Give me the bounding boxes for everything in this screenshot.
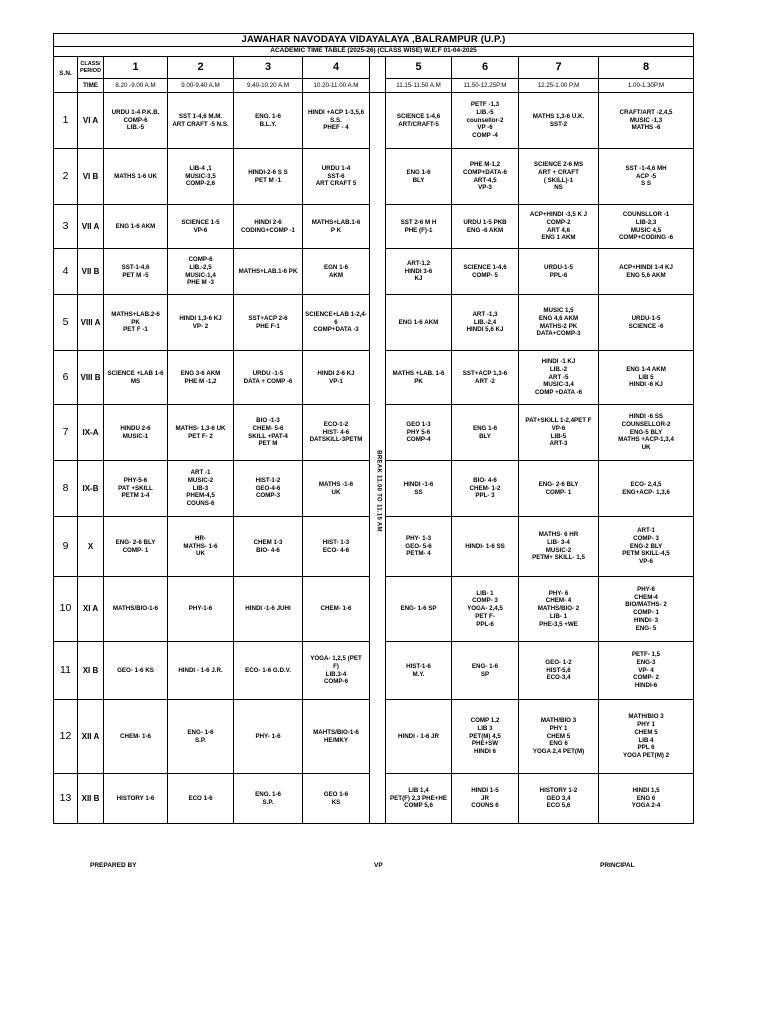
serial-number: 6	[54, 351, 78, 405]
period-number-header: 3	[234, 57, 303, 79]
class-name: XII A	[78, 700, 104, 774]
period-cell: SST 2-6 M H PHE (F)-1	[386, 205, 452, 249]
period-cell: ENG. 1-6 B.L.Y.	[234, 93, 303, 149]
serial-number: 1	[54, 93, 78, 149]
period-cell: LIB- 1 COMP- 3 YOGA- 2,4,5 PET F- PPL-6	[452, 577, 519, 642]
time-header: TIME	[78, 79, 104, 93]
period-cell: MATH/BIO 3 PHY 1 CHEM 5 LIB 4 PPL 6 YOGA PET(M) 2	[599, 700, 694, 774]
break-label: BREAK 11.00 TO 11.15 AM	[375, 450, 382, 533]
period-cell: SCIENCE 1-4,6 COMP- 5	[452, 249, 519, 295]
period-cell: URDU 1-5 PKB ENG -6 AKM	[452, 205, 519, 249]
period-cell: HIST-1-2 GEO-4-6 COMP-3	[234, 461, 303, 517]
period-cell: ECO-1-2 HIST- 4-6 DATSKILL-3PETM	[303, 405, 370, 461]
vp-label: VP	[374, 862, 383, 869]
class-name: VII B	[78, 249, 104, 295]
period-cell: HINDI 1,3-6 KJ VP- 2	[168, 295, 234, 351]
serial-number: 7	[54, 405, 78, 461]
period-cell: HINDI -1 KJ LIB.-2 ART -5 MUSIC-3,4 COMP +DATA -6	[519, 351, 599, 405]
period-cell: LIB-4 ,1 MUSIC-3,5 COMP-2,6	[168, 149, 234, 205]
period-cell: MATHS- 6 HR LIB- 3-4 MUSIC-2 PETM+ SKILL- 1,5	[519, 517, 599, 577]
period-cell: ART-1 COMP- 3 ENG-2 BLY PETM SKILL-4,5 VP-6	[599, 517, 694, 577]
serial-number: 8	[54, 461, 78, 517]
serial-number: 5	[54, 295, 78, 351]
period-time-header: 11.50-12.25P.M	[452, 79, 519, 93]
period-cell: PHY- 6 CHEM- 4 MATHS/BIO- 2 LIB- 1 PHE-3,5 +WE	[519, 577, 599, 642]
serial-number: 3	[54, 205, 78, 249]
period-cell: ART -1 MUSIC-2 LIB-3 PHEM-4,5 COUNS-6	[168, 461, 234, 517]
period-time-header: 9.40-10.20 A.M	[234, 79, 303, 93]
period-cell: ENG- 1-6 SP	[452, 642, 519, 700]
period-cell: CHEM- 1-6	[303, 577, 370, 642]
period-cell: HINDI - 1-6 J.R.	[168, 642, 234, 700]
period-cell: CHEM 1-3 BIO- 4-6	[234, 517, 303, 577]
period-cell: URDU-1-5 SCIENCE -6	[599, 295, 694, 351]
period-cell: ENG 1-6 AKM	[386, 295, 452, 351]
period-cell: ENG 1-4 AKM LIB 5 HINDI -6 KJ	[599, 351, 694, 405]
period-cell: PHY-1-6	[168, 577, 234, 642]
period-cell: HINDI -1-6 JUHI	[234, 577, 303, 642]
period-cell: HR- MATHS- 1-6 UK	[168, 517, 234, 577]
period-cell: MATHS- 1,3-6 UK PET F- 2	[168, 405, 234, 461]
period-cell: HINDU 2-6 MUSIC-1	[104, 405, 168, 461]
period-cell: HIST- 1-3 ECO- 4-6	[303, 517, 370, 577]
period-cell: PETF- 1,5 ENG-3 VP- 4 COMP- 2 HINDI-6	[599, 642, 694, 700]
period-cell: MUSIC 1,5 ENG 4,6 AKM MATHS-2 PK DATA+COMP-3	[519, 295, 599, 351]
period-number-header: 4	[303, 57, 370, 79]
period-cell: ENG 1-6 BLY	[452, 405, 519, 461]
period-number-header: 2	[168, 57, 234, 79]
period-cell: HINDI- 1-6 SS	[452, 517, 519, 577]
principal-label: PRINCIPAL	[600, 862, 635, 869]
period-cell: ENG- 2-6 BLY COMP- 1	[104, 517, 168, 577]
period-cell: GEO- 1-6 KS	[104, 642, 168, 700]
serial-number: 11	[54, 642, 78, 700]
period-cell: COMP-6 LIB.-2,5 MUSIC-1,4 PHE M -3	[168, 249, 234, 295]
signature-footer	[0, 862, 768, 874]
period-time-header: 10.20-11.00 A.M	[303, 79, 370, 93]
period-cell: ACP+HINDI 1-4 KJ ENG 5,6 AKM	[599, 249, 694, 295]
period-cell: HINDI +ACP 1-3,5,6 S.S. PHEF - 4	[303, 93, 370, 149]
period-cell: HIST-1-6 M.Y.	[386, 642, 452, 700]
period-cell: HISTORY 1-6	[104, 774, 168, 824]
period-cell: SCIENCE+LAB 1-2,4- 6 COMP+DATA -3	[303, 295, 370, 351]
period-cell: GEO 1-6 KS	[303, 774, 370, 824]
class-name: VI B	[78, 149, 104, 205]
period-cell: ENG 3-6 AKM PHE M -1,2	[168, 351, 234, 405]
period-cell: PHY- 1-3 GEO- 5-6 PETM- 4	[386, 517, 452, 577]
timetable-subtitle: ACADEMIC TIME TABLE (2025-26) (CLASS WISE) W.E.F 01-04-2025	[54, 47, 694, 57]
break-header-gap	[370, 57, 386, 93]
period-cell: PHE M-1,2 COMP+DATA-6 ART-4,5 VP-3	[452, 149, 519, 205]
period-cell: ACP+HINDI -3,5 K J COMP-2 ART 4,6 ENG 1 AKM	[519, 205, 599, 249]
period-cell: MATHS+LAB.1-6 P K	[303, 205, 370, 249]
period-cell: PETF -1,3 LIB.-5 counsellor-2 VP -6 COMP -4	[452, 93, 519, 149]
period-cell: ECO- 2,4,5 ENG+ACP- 1,3,6	[599, 461, 694, 517]
class-name: XI B	[78, 642, 104, 700]
period-cell: ENG. 1-6 S.P.	[234, 774, 303, 824]
period-cell: MATHS 1-6 UK	[104, 149, 168, 205]
period-cell: HINDI -6 SS COUNSELLOR-2 ENG-5 BLY MATHS +ACP-1,3,4 UK	[599, 405, 694, 461]
period-cell: SCIENCE +LAB 1-6 MS	[104, 351, 168, 405]
period-cell: ECO 1-6	[168, 774, 234, 824]
period-cell: SCIENCE 2-6 MS ART + CRAFT ( SKILL)-1 NS	[519, 149, 599, 205]
period-cell: LIB 1,4 PET(F) 2,3 PHE+HE COMP 5,6	[386, 774, 452, 824]
period-time-header: 11.15-11.50 A.M	[386, 79, 452, 93]
period-cell: GEO- 1-2 HIST-5,6 ECO-3,4	[519, 642, 599, 700]
period-cell: HINDI 2-6 KJ VP-1	[303, 351, 370, 405]
period-cell: MATHS -1-6 UK	[303, 461, 370, 517]
period-cell: HINDI-2-6 S S PET M -1	[234, 149, 303, 205]
period-cell: ENG- 1-6 S.P.	[168, 700, 234, 774]
serial-number: 13	[54, 774, 78, 824]
period-cell: MAHTS/BIO-1-6 HE/MKY	[303, 700, 370, 774]
serial-number: 9	[54, 517, 78, 577]
period-number-header: 1	[104, 57, 168, 79]
period-cell: SST -1-4,6 MH ACP -5 S S	[599, 149, 694, 205]
period-cell: URDU 1-4 P.K.B. COMP-6 LIB.-5	[104, 93, 168, 149]
period-cell: BIO- 4-6 CHEM- 1-2 PPL- 3	[452, 461, 519, 517]
period-cell: ART-1,2 HINDI 3-6 KJ	[386, 249, 452, 295]
class-name: IX-B	[78, 461, 104, 517]
prepared-by-label: PREPARED BY	[90, 862, 137, 869]
period-cell: HINDI - 1-6 JR	[386, 700, 452, 774]
period-cell: URDU 1-4 SST-6 ART CRAFT 5	[303, 149, 370, 205]
period-cell: HINDI -1-6 SS	[386, 461, 452, 517]
period-cell: CRAFT/ART -2,4,5 MUSIC -1,3 MATHS -6	[599, 93, 694, 149]
period-cell: URDU-1-5 PPL-6	[519, 249, 599, 295]
period-number-header: 5	[386, 57, 452, 79]
period-cell: HINDI 2-6 CODING+COMP -1	[234, 205, 303, 249]
school-title: JAWAHAR NAVODAYA VIDAYALAYA ,BALRAMPUR (U.P.)	[54, 34, 694, 47]
period-cell: PHY-6 CHEM-4 BIO/MATHS- 2 COMP- 1 HINDI- 3 ENG- 5	[599, 577, 694, 642]
period-cell: SCIENCE 1-5 VP-6	[168, 205, 234, 249]
period-cell: MATHS+LAB.1-6 PK	[234, 249, 303, 295]
period-number-header: 6	[452, 57, 519, 79]
class-name: VIII B	[78, 351, 104, 405]
period-time-header: 1.00-1.30P.M	[599, 79, 694, 93]
period-time-header: 8.20 -9.00 A.M	[104, 79, 168, 93]
period-cell: COUNSLLOR -1 LIB-2,3 MUSIC 4,5 COMP+CODING -6	[599, 205, 694, 249]
period-cell: SCIENCE 1-4,6 ART/CRAFT-5	[386, 93, 452, 149]
period-cell: SST+ACP 2-6 PHE F-1	[234, 295, 303, 351]
period-cell: ENG- 2-6 BLY COMP- 1	[519, 461, 599, 517]
class-name: X	[78, 517, 104, 577]
period-cell: URDU -1-5 DATA + COMP -6	[234, 351, 303, 405]
period-cell: BIO -1-3 CHEM- 5-6 SKILL +PAT-4 PET M	[234, 405, 303, 461]
break-column	[370, 93, 386, 824]
period-cell: PHY- 1-6	[234, 700, 303, 774]
class-period-header: CLASS/ PERIOD	[78, 57, 104, 79]
class-name: VI A	[78, 93, 104, 149]
period-cell: ENG- 1-6 SP	[386, 577, 452, 642]
period-cell: GEO 1-3 PHY 5-6 COMP-4	[386, 405, 452, 461]
period-cell: HINDI 1,5 ENG 6 YOGA 2-4	[599, 774, 694, 824]
period-cell: SST 1-4,6 M.M. ART CRAFT -5 N.S.	[168, 93, 234, 149]
period-number-header: 7	[519, 57, 599, 79]
period-time-header: 12.25-1.00 P.M	[519, 79, 599, 93]
period-cell: YOGA- 1,2,5 (PET F) LIB.3-4 COMP-6	[303, 642, 370, 700]
timetable-sheet	[53, 33, 693, 824]
serial-number: 12	[54, 700, 78, 774]
class-name: VIII A	[78, 295, 104, 351]
class-name: XI A	[78, 577, 104, 642]
timetable	[53, 33, 694, 824]
period-cell: ART -1,3 LIB.-2,4 HINDI 5,6 KJ	[452, 295, 519, 351]
period-number-header: 8	[599, 57, 694, 79]
period-cell: COMP 1,2 LIB 3 PET(M) 4,5 PHE+SW HINDI 6	[452, 700, 519, 774]
sn-header: S.N.	[54, 57, 78, 93]
period-cell: HISTORY 1-2 GEO 3,4 ECO 5,6	[519, 774, 599, 824]
period-cell: MATHS/BIO-1-6	[104, 577, 168, 642]
serial-number: 10	[54, 577, 78, 642]
period-cell: ECO- 1-6 G.D.V.	[234, 642, 303, 700]
serial-number: 2	[54, 149, 78, 205]
period-cell: PAT+SKILL 1-2,4PET F VP-6 LIB-5 ART-3	[519, 405, 599, 461]
period-cell: ENG 1-6 BLY	[386, 149, 452, 205]
period-cell: EGN 1-6 AKM	[303, 249, 370, 295]
period-cell: PHY-5-6 PAT +SKILL PETM 1-4	[104, 461, 168, 517]
period-cell: SST+ACP 1,3-6 ART -2	[452, 351, 519, 405]
class-name: IX-A	[78, 405, 104, 461]
period-cell: CHEM- 1-6	[104, 700, 168, 774]
serial-number: 4	[54, 249, 78, 295]
period-cell: HINDI 1-5 JR COUNS 6	[452, 774, 519, 824]
period-cell: SST-1-4,6 PET M -5	[104, 249, 168, 295]
class-name: XII B	[78, 774, 104, 824]
period-cell: MATHS+LAB.2-6 PK PET F -1	[104, 295, 168, 351]
period-cell: MATHS +LAB. 1-6 PK	[386, 351, 452, 405]
class-name: VII A	[78, 205, 104, 249]
period-time-header: 9.00-9.40 A.M	[168, 79, 234, 93]
period-cell: MATH/BIO 3 PHY 1 CHEM 5 ENG 6 YOGA 2,4 PET(M)	[519, 700, 599, 774]
period-cell: MATHS 1,3-6 U.K. SST-2	[519, 93, 599, 149]
period-cell: ENG 1-6 AKM	[104, 205, 168, 249]
class-row	[54, 93, 694, 149]
